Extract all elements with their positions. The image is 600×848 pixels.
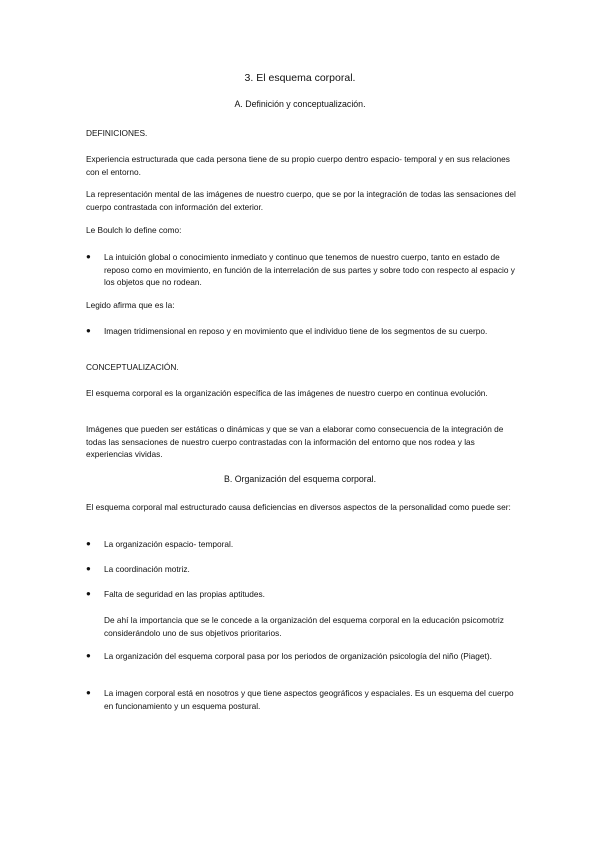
concept-paragraph-2: Imágenes que pueden ser estáticas o dinámicas y que se van a elaborar como consecuencia de la integración de todas las sensaciones de nuestro cuerpo contrastadas con la información del entorno que nos rodea y las experiencias vividas. [86, 424, 504, 460]
boulch-intro: Le Boulch lo define como: [86, 225, 182, 235]
definition-paragraph-2: La representación mental de las imágenes de nuestro cuerpo, que se por la integración de todas las sensaciones del cuerpo contrastada con información del exterior. [86, 189, 516, 212]
bullet-icon: ● [86, 589, 91, 598]
definiciones-heading: DEFINICIONES. [86, 128, 148, 138]
bullet-icon: ● [86, 651, 91, 660]
legido-intro: Legido afirma que es la: [86, 300, 175, 310]
boulch-definition-item: La intuición global o conocimiento inmediato y continuo que tenemos de nuestro cuerpo, tanto en estado de reposo como en movimiento, en función de la interrelación de sus partes y sobre todo con respecto al espacio y los objetos que no rodean. [104, 252, 515, 288]
list-item: La imagen corporal está en nosotros y que tiene aspectos geográficos y espaciales. Es un esquema del cuerpo en funcionamiento y un esquema postural. [104, 688, 514, 711]
conceptualizacion-heading: CONCEPTUALIZACIÓN. [86, 362, 179, 372]
bullet-icon: ● [86, 252, 91, 261]
organization-paragraph: El esquema corporal mal estructurado causa deficiencias en diversos aspectos de la personalidad como puede ser: [86, 502, 511, 512]
legido-definition-item: Imagen tridimensional en reposo y en movimiento que el individuo tiene de los segmentos de su cuerpo. [104, 326, 488, 336]
definition-paragraph-1: Experiencia estructurada que cada persona tiene de su propio cuerpo dentro espacio- temporal y en sus relaciones con el entorno. [86, 154, 510, 177]
section-a-heading: A. Definición y conceptualización. [234, 99, 366, 109]
bullet-icon: ● [86, 564, 91, 573]
section-b-heading: B. Organización del esquema corporal. [223, 474, 377, 484]
concept-paragraph-1: El esquema corporal es la organización específica de las imágenes de nuestro cuerpo en continua evolución. [86, 388, 488, 398]
importance-paragraph: De ahí la importancia que se le concede a la organización del esquema corporal en la educación psicomotriz considerándolo uno de sus objetivos prioritarios. [104, 615, 504, 638]
bullet-icon: ● [86, 539, 91, 548]
list-item: La organización del esquema corporal pasa por los periodos de organización psicología del niño (Piaget). [104, 651, 492, 661]
list-item: La coordinación motriz. [104, 564, 190, 574]
bullet-icon: ● [86, 326, 91, 335]
list-item: La organización espacio- temporal. [104, 539, 234, 549]
list-item: Falta de seguridad en las propias aptitudes. [104, 589, 265, 599]
bullet-icon: ● [86, 688, 91, 697]
document-title: 3. El esquema corporal. [244, 72, 356, 84]
